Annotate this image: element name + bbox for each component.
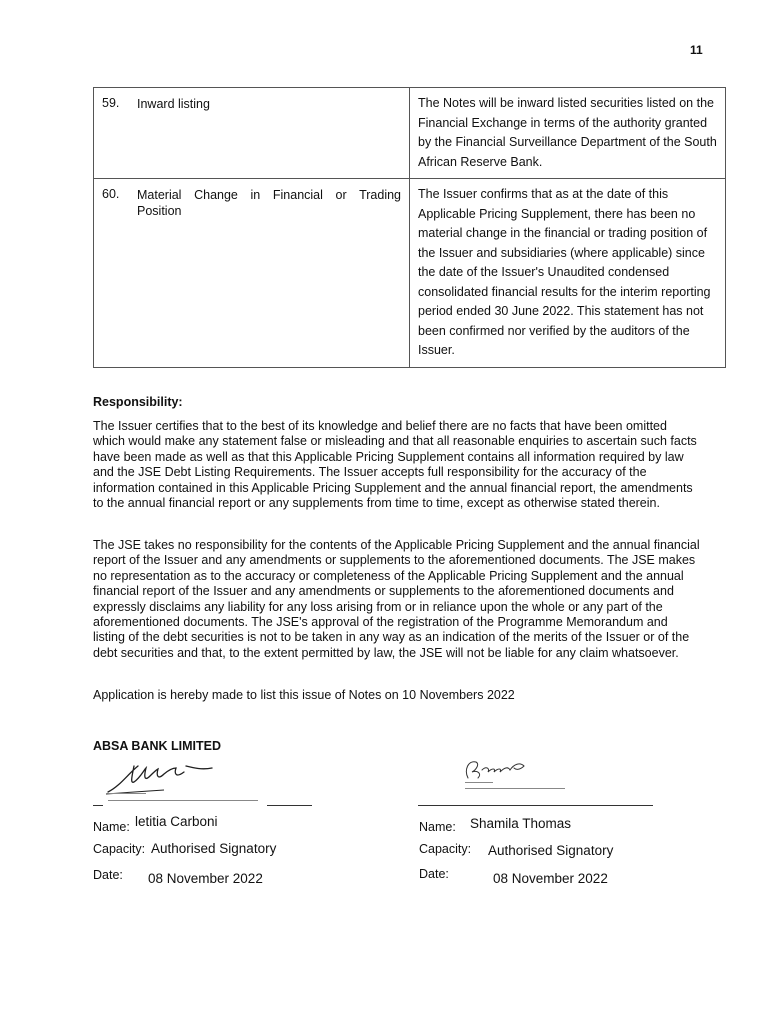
signatory-name: Shamila Thomas xyxy=(470,816,572,831)
signature-date: 08 November 2022 xyxy=(148,871,263,886)
jse-disclaimer-paragraph: The JSE takes no responsibility for the contents of the Applicable Pricing Supplement and the annual financial report of the Issuer and any amendments or supplements to the aforementioned documents. The JSE makes no representation as to the accuracy or completeness of the Applicable Pricing Supplement and the annual financial report of the Issuer and any amendments or supplements to the aforementioned documents and expressly disclaims any liability for any loss arising from or in reliance upon the whole or any part of the aforementioned documents. The JSE's approval of the registration of the Programme Memorandum and listing of the debt securities is not to be taken in any way as an indication of the merits of the Issuer or of the debt securities and that, to the extent permitted by law, the JSE will not be liable for any claim whatsoever. xyxy=(93,538,700,660)
name-label: Name: xyxy=(419,820,456,834)
signature-line xyxy=(267,805,312,806)
term-number: 60. xyxy=(102,187,120,201)
signature-date: 08 November 2022 xyxy=(493,871,608,886)
terms-table xyxy=(93,87,726,368)
application-statement: Application is hereby made to list this issue of Notes on 10 Novembers 2022 xyxy=(93,688,515,702)
term-description: The Notes will be inward listed securities listed on the Financial Exchange in terms of the authority granted by the Financial Surveillance Department of the South African Reserve Bank. xyxy=(410,88,726,179)
capacity-label: Capacity: xyxy=(419,842,472,856)
responsibility-heading: Responsibility: xyxy=(93,395,183,409)
company-name: ABSA BANK LIMITED xyxy=(93,739,222,753)
signature-stamp-line xyxy=(108,800,258,801)
page-number: 11 xyxy=(690,43,703,57)
signature-line xyxy=(93,805,103,806)
term-title: Inward listing xyxy=(137,97,210,111)
term-description: The Issuer confirms that as at the date of this Applicable Pricing Supplement, there has been no material change in the financial or trading position of the Issuer and subsidiaries (where applicable) since the date of the Issuer's Unaudited condensed consolidated financial results for the interim reporting period ended 30 June 2022. This statement has not been confirmed nor verified by the auditors of the Issuer. xyxy=(410,179,726,368)
signatory-name: letitia Carboni xyxy=(135,814,218,829)
term-heading xyxy=(102,94,401,114)
date-label: Date: xyxy=(419,867,449,881)
table-row xyxy=(94,88,726,179)
responsibility-paragraph: The Issuer certifies that to the best of its knowledge and belief there are no facts that have been omitted which would make any statement false or misleading and that all reasonable enquiries to ascertain such facts have been made as well as that this Applicable Pricing Supplement contains all information required by law and the JSE Debt Listing Requirements. The Issuer accepts full responsibility for the accuracy of the information contained in this Applicable Pricing Supplement and the annual financial report, the amendments to the annual financial report or any supplements from time to time, except as otherwise stated therein. xyxy=(93,419,697,511)
signature-line xyxy=(418,805,653,806)
term-number: 59. xyxy=(102,96,120,110)
signature-image xyxy=(462,756,532,784)
signature-stamp-line xyxy=(465,782,493,783)
name-label: Name: xyxy=(93,820,130,834)
signature-stamp-line xyxy=(108,793,146,794)
signature-stamp-line xyxy=(465,788,565,789)
term-cell xyxy=(94,179,410,368)
signatory-capacity: Authorised Signatory xyxy=(151,841,277,856)
signatory-capacity: Authorised Signatory xyxy=(488,843,614,858)
date-label: Date: xyxy=(93,868,123,882)
term-title: Material Change in Financial or Trading Position xyxy=(137,188,401,218)
table-row xyxy=(94,179,726,368)
signature-image xyxy=(104,760,222,796)
capacity-label: Capacity: xyxy=(93,842,146,856)
term-heading xyxy=(102,185,401,219)
term-cell xyxy=(94,88,410,179)
